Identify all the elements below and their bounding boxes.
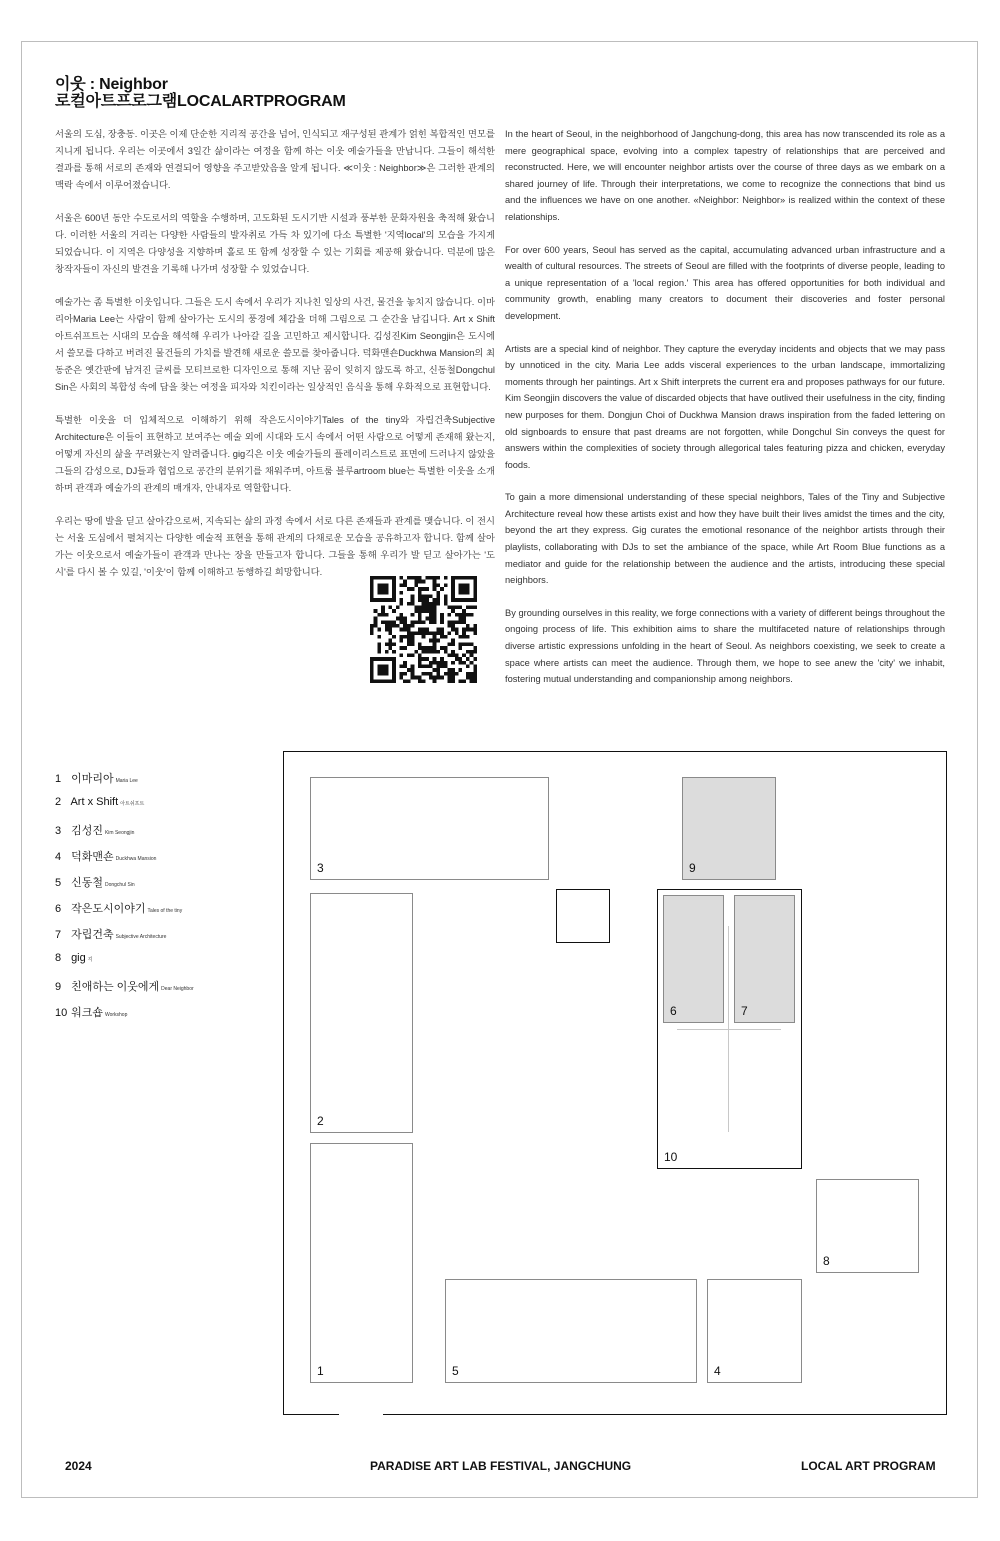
title-line-1: 이웃 : Neighbor <box>55 76 168 93</box>
room-8[interactable] <box>816 1179 919 1273</box>
legend-item-1: 1 이마리아 Maria Lee <box>55 773 138 785</box>
room-number: 8 <box>823 1254 830 1268</box>
english-paragraph: By grounding ourselves in this reality, we forge connections with a variety of different beings throughout the ongoing process of life. This exhibition aims to share the multifaceted nature of relationships through diverse artistic expressions unfolding in the heart of Seoul. As neighbors coexisting, we seek to create a space where artists can meet the audience. Through them, we hope to see anew the 'city' we inhabit, fostering mutual understanding and companionship among neighbors. <box>505 607 945 685</box>
legend-item-6: 6 작은도시이야기 Tales of the tiny <box>55 903 183 915</box>
room-number: 4 <box>714 1364 721 1378</box>
room-number: 10 <box>664 1150 678 1164</box>
room-number: 6 <box>670 1004 677 1018</box>
floor-plan <box>283 751 947 1415</box>
korean-paragraph: 특별한 이웃을 더 입체적으로 이해하기 위해 작은도시이야기Tales of the tiny와 자립건축Subjective Architecture은 이들이 표현하고 보여주는 예술 외에 시대와 도시 속에서 어떤 사람으로 어떻게 존재해 왔는지, 어떻게 자신의 삶을 꾸려왔는지 알려줍니다. gig긱은 이웃 예술가들의 플레이리스트로 표면에 드러나지 않았을 그들의 감성으로, DJ들과 협업으로 공간의 분위기를 채워주며, 아트룸 블루artroom blue는 특별한 이웃을 소개하며 관객과 예술가의 관계의 매개자, 안내자로 역할합니다. <box>55 415 495 493</box>
english-paragraph: To gain a more dimensional understanding of these special neighbors, Tales of the Tiny and Subjective Architecture reveal how these artists exist and how they have built their lives amidst the times and the city, beyond the art they express. Gig curates the emotional resonance of the neighbor artists through their playlists, collaborating with DJs to set the ambiance of the space, while Art Room Blue functions as a mediator and guide for the relationship between the audience and the artists, introducing these special neighbors. <box>505 492 945 586</box>
legend-item-5: 5 신동철 Dongchul Sin <box>55 877 135 889</box>
room-number: 3 <box>317 861 324 875</box>
room-number: 9 <box>689 861 696 875</box>
room-number: 5 <box>452 1364 459 1378</box>
english-paragraph: Artists are a special kind of neighbor. They capture the everyday incidents and objects that we may pass by unnoticed in the city. Maria Lee adds visceral experiences to the urban landscape, immortalizing moments through her paintings. Art x Shift interprets the current era and proposes pathways for our future. Kim Seongjin discovers the value of discarded objects that have outlived their usefulness in the city, finding new purposes for them. Dongjun Choi of Duckhwa Mansion draws inspiration from the faded lettering on old signboards to ensure that past dreams are not forgotten, while Dongchul Sin conveys the quest for answers within the complexities of society through allegorical tales featuring pizza and chicken, everyday foods. <box>505 343 945 470</box>
room-number: 2 <box>317 1114 324 1128</box>
legend-item-2: 2 Art x Shift 아트쉬프트 <box>55 796 145 808</box>
legend-item-3: 3 김성진 Kim Seongjin <box>55 825 135 837</box>
footer-festival: PARADISE ART LAB FESTIVAL, JANGCHUNG <box>370 1459 632 1473</box>
pillar <box>556 889 610 943</box>
legend-item-10: 10 워크숍 Workshop <box>55 1007 128 1019</box>
room-number: 1 <box>317 1364 324 1378</box>
footer-year: 2024 <box>65 1459 92 1473</box>
page-title <box>55 76 346 110</box>
room-1[interactable] <box>310 1143 413 1383</box>
room-3[interactable] <box>310 777 549 880</box>
korean-text-column <box>55 126 495 597</box>
korean-paragraph: 서울은 600년 동안 수도로서의 역할을 수행하며, 고도화된 도시기반 시설과 풍부한 문화자원을 축적해 왔습니다. 이러한 서울의 거리는 다양한 사람들의 발자취로 가득 차 있기에 다소 특별한 '지역local'의 모습을 가지게 되었습니다. 이 지역은 다양성을 지향하며 홀로 또 함께 성장할 수 있는 기회를 제공해 왔습니다. 덕분에 많은 창작자들이 자신의 발견을 기록해 나가며 성장할 수 있었습니다. <box>55 213 495 274</box>
english-text-column <box>505 126 945 704</box>
guide-line-horizontal <box>677 1029 781 1030</box>
title-line-2: 로컬아트프로그램LOCALARTPROGRAM <box>55 93 346 110</box>
korean-paragraph: 우리는 땅에 발을 딛고 살아감으로써, 지속되는 삶의 과정 속에서 서로 다른 존재들과 관계를 맺습니다. 이 전시는 서울 도심에서 펼쳐지는 다양한 예술적 표현을 통해 관계의 다채로운 모습을 공유하고자 합니다. 함께 살아가는 이웃으로서 예술가들이 관객과 만나는 장을 만들고자 합니다. 그들을 통해 우리가 발 딛고 살아가는 '도시'를 다시 볼 수 있길, '이웃'이 함께 이해하고 동행하길 희망합니다. <box>55 516 495 577</box>
footer-program: LOCAL ART PROGRAM <box>801 1459 936 1473</box>
korean-paragraph: 예술가는 좀 특별한 이웃입니다. 그들은 도시 속에서 우리가 지나친 일상의 사건, 물건을 놓치지 않습니다. 이마리아Maria Lee는 사람이 함께 살아가는 도시의 풍경에 체감을 더해 그림으로 그 순간을 남깁니다. Art x Shift 아트쉬프트는 시대의 모습을 해석해 우리가 나아갈 길을 고민하고 제시합니다. 김성진Kim Seongjin은 도시에서 쓸모를 다하고 버려진 물건들의 가치를 발견해 새로운 쓸모를 찾아줍니다. 덕화맨숀Duckhwa Mansion의 최동준은 옛간판에 남겨진 글씨를 모티브로한 디자인으로 통해 지난 꿈이 잊히지 않도록 하고, 신동철Dongchul Sin은 사회의 복합성 속에 답을 찾는 여정을 피자와 치킨이라는 일상적인 음식을 통해 우화적으로 표현합니다. <box>55 297 495 392</box>
room-number: 7 <box>741 1004 748 1018</box>
room-5[interactable] <box>445 1279 697 1383</box>
english-paragraph: For over 600 years, Seoul has served as the capital, accumulating advanced urban infrastructure and a wealth of cultural resources. The streets of Seoul are filled with the footprints of diverse people, leading to a unique representation of a 'local region.' This area has offered opportunities for both individual and community growth, enabling many creators to document their discoveries and foster personal development. <box>505 244 945 321</box>
korean-paragraph: 서울의 도심, 장충동. 이곳은 이제 단순한 지리적 공간을 넘어, 인식되고 재구성된 관계가 얽힌 복합적인 면모를 지니게 됩니다. 우리는 이곳에서 3일간 삶이라는 여정을 함께 하는 이웃 예술가들을 만납니다. 그들이 해석한 결과를 통해 서로의 존재와 연결되어 영향을 주고받았음을 알게 됩니다. ≪이웃 : Neighbor≫은 그러한 관계의 맥락 속에서 이루어졌습니다. <box>55 129 495 190</box>
qr-code[interactable] <box>370 576 477 683</box>
legend-item-4: 4 덕화맨숀 Duckhwa Mansion <box>55 851 157 863</box>
artist-legend <box>55 770 194 1030</box>
room-10[interactable] <box>657 889 802 1169</box>
room-9[interactable] <box>682 777 776 880</box>
room-4[interactable] <box>707 1279 802 1383</box>
legend-item-9: 9 친애하는 이웃에게 Dear Neighbor <box>55 981 194 993</box>
entrance-gap <box>339 1412 383 1416</box>
english-paragraph: In the heart of Seoul, in the neighborhood of Jangchung-dong, this area has now transcended its role as a mere geographical space, evolving into a complex tapestry of relationships that are perceived and reconstructed. Here, we will encounter neighbor artists over the course of three days as we embark on a shared journey of life. Through their interpretations, we come to recognize the connections that bind us and the influences we have on one another. «Neighbor: Neighbor» is realized within the context of these relationships. <box>505 129 945 222</box>
room-6[interactable] <box>663 895 724 1023</box>
room-2[interactable] <box>310 893 413 1133</box>
legend-item-8: 8 gig 긱 <box>55 952 93 964</box>
room-7[interactable] <box>734 895 795 1023</box>
legend-item-7: 7 자립건축 Subjective Architecture <box>55 929 167 941</box>
